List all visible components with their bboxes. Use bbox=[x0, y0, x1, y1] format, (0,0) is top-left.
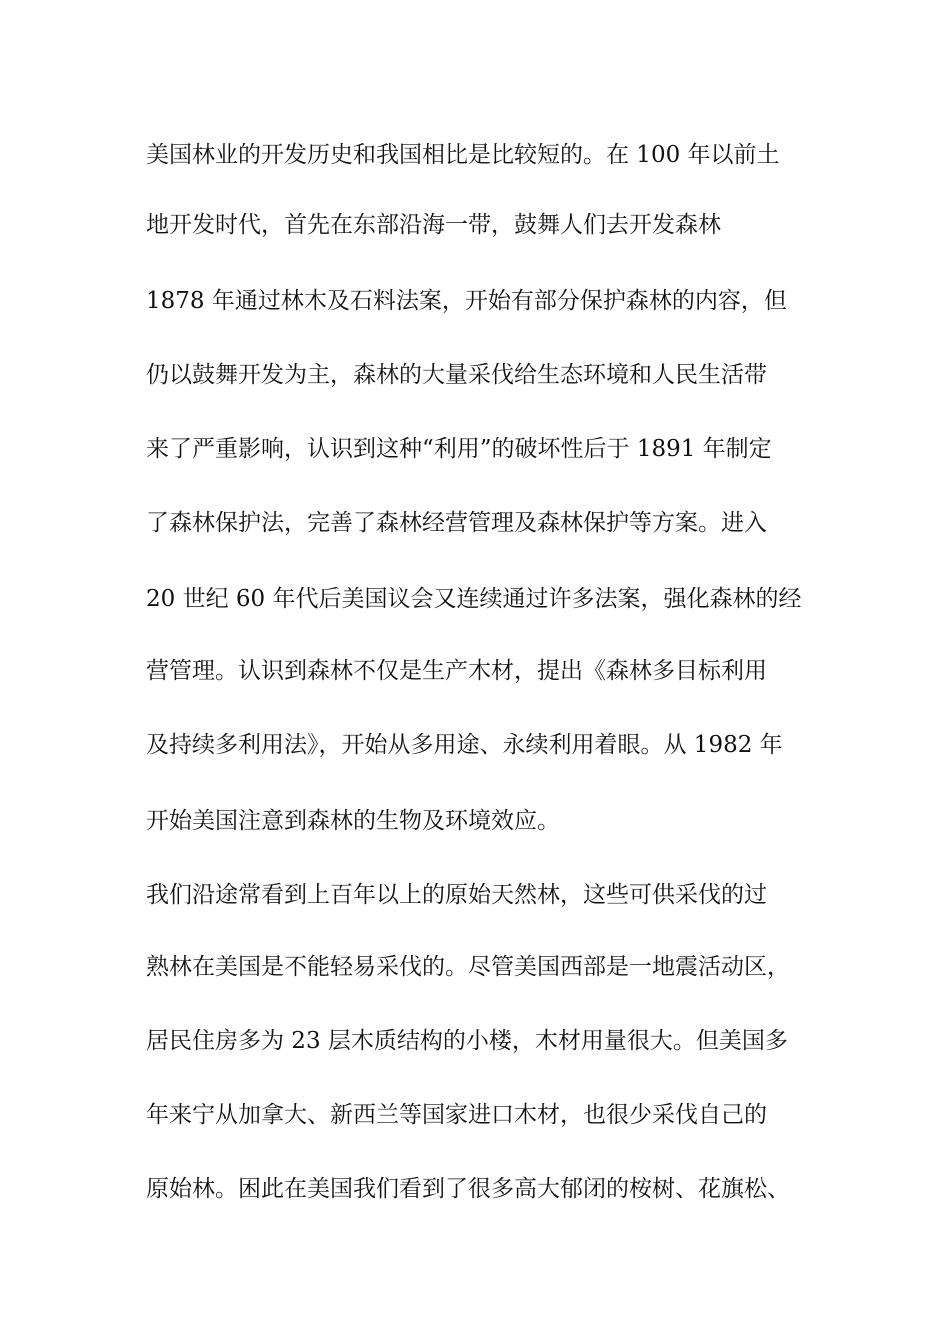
text-line-1: 美国林业的开发历史和我国相比是比较短的。在 100 年以前土 bbox=[146, 142, 780, 168]
text-line-9: 及持续多利用法》，开始从多用途、永续利用着眼。从 1982 年 bbox=[146, 732, 783, 758]
text-line-8: 营管理。认识到森林不仅是生产木材，提出《森林多目标利用 bbox=[146, 658, 767, 684]
text-line-14: 年来宁从加拿大、新西兰等国家进口木材，也很少采伐自己的 bbox=[146, 1102, 767, 1128]
text-line-4: 仍以鼓舞开发为主，森林的大量采伐给生态环境和人民生活带 bbox=[146, 362, 767, 388]
text-line-10: 开始美国注意到森林的生物及环境效应。 bbox=[146, 808, 560, 834]
text-line-13: 居民住房多为 23 层木质结构的小楼，木材用量很大。但美国多 bbox=[146, 1028, 788, 1054]
text-line-15: 原始林。困此在美国我们看到了很多高大郁闭的桉树、花旗松、 bbox=[146, 1176, 790, 1202]
text-line-3: 1878 年通过林木及石料法案，开始有部分保护森林的内容，但 bbox=[146, 288, 787, 314]
text-line-11: 我们沿途常看到上百年以上的原始天然林，这些可供采伐的过 bbox=[146, 882, 767, 908]
text-line-2: 地开发时代，首先在东部沿海一带，鼓舞人们去开发森林 bbox=[146, 212, 721, 238]
text-line-12: 熟林在美国是不能轻易采伐的。尽管美国西部是一地震活动区， bbox=[146, 954, 790, 980]
text-line-6: 了森林保护法，完善了森林经营管理及森林保护等方案。进入 bbox=[146, 510, 767, 536]
text-line-5: 来了严重影响，认识到这种“利用”的破坏性后于 1891 年制定 bbox=[146, 436, 772, 462]
text-line-7: 20 世纪 60 年代后美国议会又连续通过许多法案，强化森林的经 bbox=[146, 586, 802, 612]
